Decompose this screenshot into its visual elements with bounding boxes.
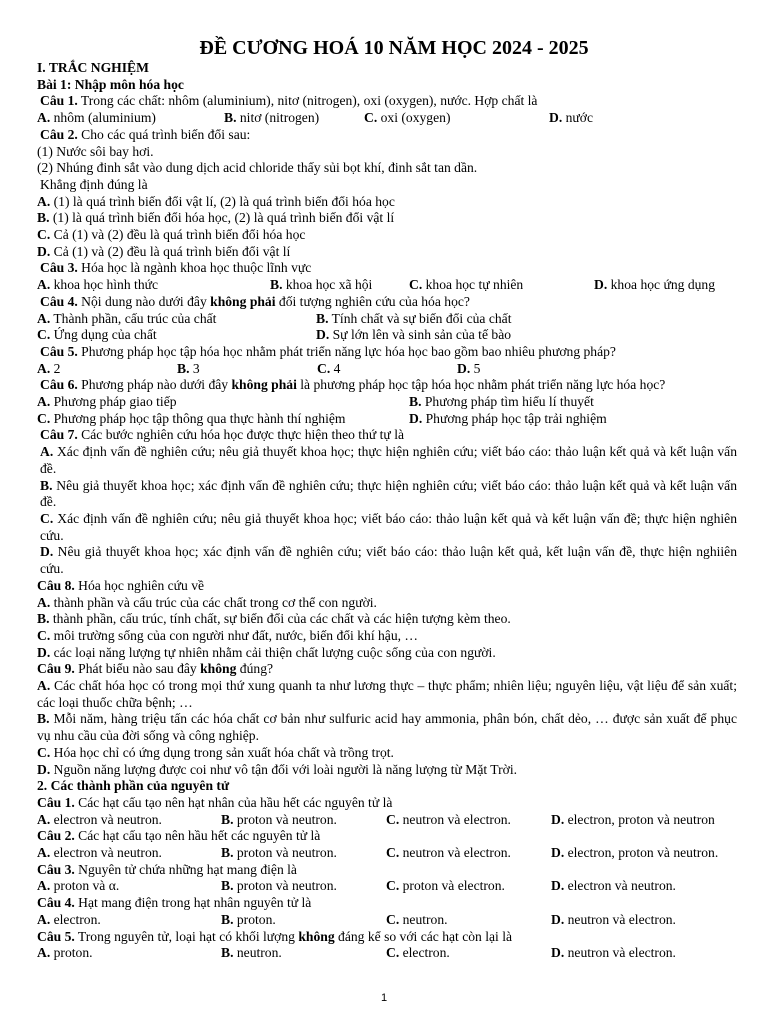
question-text: Câu 1. Các hạt cấu tạo nên hạt nhân của hầu hết các nguyên tử là	[37, 794, 393, 810]
question-text: Câu 8. Hóa học nghiên cứu về	[37, 577, 205, 593]
section-heading: I. TRẮC NGHIỆM	[37, 60, 149, 75]
option-a: A. proton.	[37, 945, 93, 961]
answer-row	[37, 878, 737, 895]
lesson-heading: Bài 1: Nhập môn hóa học	[37, 76, 184, 92]
option-d: D. Cả (1) và (2) đều là quá trình biến đổi vật lí	[37, 243, 291, 259]
option-d: D. neutron và electron.	[551, 911, 676, 927]
option-b: B. Tính chất và sự biến đổi của chất	[316, 310, 512, 326]
option-d: D. Phương pháp học tập trải nghiệm	[409, 410, 607, 426]
question-text: Câu 2. Các hạt cấu tạo nên hầu hết các nguyên tử là	[37, 828, 321, 844]
answer-row	[37, 945, 737, 962]
option-c: C. oxi (oxygen)	[364, 110, 451, 126]
option-c: C. electron.	[386, 945, 450, 961]
option-d: D. electron, proton và neutron	[551, 811, 715, 827]
option-b: B. nitơ (nitrogen)	[224, 110, 320, 126]
question-text: Câu 9. Phát biểu nào sau đây không đúng?	[37, 661, 274, 677]
lesson-heading: 2. Các thành phần của nguyên tử	[37, 778, 230, 794]
question-text: Câu 3. Nguyên tử chứa những hạt mang điện là	[37, 861, 297, 877]
question-text: Câu 4. Hạt mang điện trong hạt nhân nguyên tử là	[37, 895, 312, 911]
answer-row	[37, 912, 737, 929]
option-b: B. 3	[177, 360, 200, 376]
option-d: D. các loại năng lượng tự nhiên nhằm cải thiện chất lượng cuộc sống của con người.	[37, 644, 496, 660]
question-text: Câu 5. Phương pháp học tập hóa học nhằm phát triển năng lực hóa học bao gồm bao nhiêu phương pháp?	[40, 343, 616, 359]
option-c: C. Ứng dụng của chất	[37, 327, 157, 343]
question-text: Câu 2. Cho các quá trình biến đổi sau:	[40, 126, 251, 142]
answer-row	[37, 845, 737, 862]
answer-row	[37, 110, 737, 127]
option-c: C. neutron và electron.	[386, 845, 511, 861]
option-d: D. khoa học ứng dụng	[594, 277, 716, 293]
option-c: C. khoa học tự nhiên	[409, 277, 524, 293]
option-b: B. Nêu giả thuyết khoa học; xác định vấn đề nghiên cứu; thực hiện nghiên cứu; viết báo cáo: thảo luận kết quả và kết luận vấn đề.	[40, 477, 738, 510]
answer-row	[37, 327, 737, 344]
option-b: B. Phương pháp tìm hiểu lí thuyết	[409, 394, 594, 410]
answer-row	[37, 277, 737, 294]
option-c: C. neutron và electron.	[386, 811, 511, 827]
option-d: D. Nêu giả thuyết khoa học; xác định vấn đề nghiên cứu; viết báo cáo: thảo luận kết quả, kết luận vấn đề, thực hiện nghiiên cứu.	[40, 544, 737, 577]
question-line: Khẳng định đúng là	[40, 176, 148, 192]
document-title: ĐỀ CƯƠNG HOÁ 10 NĂM HỌC 2024 - 2025	[199, 37, 589, 59]
option-a: A. Thành phần, cấu trúc của chất	[37, 310, 217, 326]
option-a: A. Xác định vấn đề nghiên cứu; nêu giả thuyết khoa học; thực hiện nghiên cứu; viết báo cáo: thảo luận kết quả và kết luận vấn đề.	[40, 444, 737, 476]
question-line: (2) Nhúng đinh sắt vào dung dịch acid chloride thấy sủi bọt khí, đinh sắt tan dần.	[37, 160, 478, 176]
option-d: D. electron và neutron.	[551, 878, 676, 894]
option-a: A. electron.	[37, 911, 101, 927]
option-c: C. Cả (1) và (2) đều là quá trình biến đổi hóa học	[37, 227, 306, 243]
question-text: Câu 3. Hóa học là ngành khoa học thuộc lĩnh vực	[40, 260, 312, 276]
option-a: A. 2	[37, 360, 61, 376]
option-b: B. proton.	[221, 911, 276, 927]
option-d: D. nước	[549, 110, 594, 126]
question-text: Câu 4. Nội dung nào dưới đây không phải đối tượng nghiên cứu của hóa học?	[40, 293, 470, 309]
option-c: C. Phương pháp học tập thông qua thực hành thí nghiệm	[37, 410, 346, 426]
option-b: B. proton và neutron.	[221, 811, 337, 827]
question-text: Câu 1. Trong các chất: nhôm (aluminium), nitơ (nitrogen), oxi (oxygen), nước. Hợp chất là	[40, 93, 538, 109]
option-b: B. khoa học xã hội	[270, 277, 373, 293]
option-a: A. nhôm (aluminium)	[37, 110, 156, 126]
answer-row	[37, 812, 737, 829]
option-a: A. proton và α.	[37, 878, 120, 894]
question-text: Câu 6. Phương pháp nào dưới đây không phải là phương pháp học tập hóa học nhằm phát triển năng lực hóa học?	[40, 377, 666, 393]
answer-row	[37, 394, 737, 411]
answer-row	[37, 411, 737, 428]
question-text: Câu 5. Trong nguyên tử, loại hạt có khối lượng không đáng kể so với các hạt còn lại là	[37, 928, 513, 944]
option-d: D. electron, proton và neutron.	[551, 845, 719, 861]
option-b: B. (1) là quá trình biến đổi hóa học, (2) là quá trình biến đổi vật lí	[37, 210, 395, 226]
question-text: Câu 7. Các bước nghiên cứu hóa học được thực hiện theo thứ tự là	[40, 427, 404, 443]
answer-row	[37, 311, 737, 328]
option-d: D. neutron và electron.	[551, 945, 676, 961]
option-a: A. Phương pháp giao tiếp	[37, 394, 177, 410]
option-d: D. 5	[457, 360, 481, 376]
answer-row	[37, 361, 737, 378]
option-c: C. Hóa học chỉ có ứng dụng trong sản xuất hóa chất và trồng trọt.	[37, 744, 394, 760]
option-b: B. Mỗi năm, hàng triệu tấn các hóa chất cơ bản như sulfuric acid hay ammonia, phân bón, chất dẻo, … được sản xuất để phục vụ nhu cầu của đời sống và công nghiệp.	[37, 711, 737, 744]
option-a: A. electron và neutron.	[37, 811, 162, 827]
option-a: A. thành phần và cấu trúc của các chất trong cơ thể con người.	[37, 594, 377, 610]
option-a: A. electron và neutron.	[37, 845, 162, 861]
option-a: A. (1) là quá trình biến đổi vật lí, (2) là quá trình biến đổi hóa học	[37, 193, 395, 209]
option-a: A. Các chất hóa học có trong mọi thứ xung quanh ta như lương thực – thực phẩm; nhiên liệu; nguyên liệu, vật liệu để sản xuất; các loại thuốc chữa bệnh; …	[37, 678, 737, 710]
option-b: B. neutron.	[221, 945, 282, 961]
page-number: 1	[380, 992, 388, 1004]
option-b: B. proton và neutron.	[221, 845, 337, 861]
option-c: C. môi trường sống của con người như đất, nước, biến đổi khí hậu, …	[37, 627, 419, 643]
document-page	[37, 36, 737, 962]
option-a: A. khoa học hình thức	[37, 277, 159, 293]
option-d: D. Sự lớn lên và sinh sản của tế bào	[316, 327, 512, 343]
option-b: B. proton và neutron.	[221, 878, 337, 894]
option-c: C. 4	[317, 360, 341, 376]
question-line: (1) Nước sôi bay hơi.	[37, 143, 154, 159]
option-b: B. thành phần, cấu trúc, tính chất, sự biến đổi của các chất và các hiện tượng kèm theo.	[37, 611, 511, 627]
option-d: D. Nguồn năng lượng được coi như vô tận đối với loài người là năng lượng từ Mặt Trời.	[37, 761, 518, 777]
option-c: C. neutron.	[386, 911, 448, 927]
option-c: C. Xác định vấn đề nghiên cứu; nêu giả thuyết khoa học; viết báo cáo: thảo luận kết quả và kết luận vấn đề; thực hiện nghiên cứu.	[40, 510, 737, 543]
option-c: C. proton và electron.	[386, 878, 505, 894]
